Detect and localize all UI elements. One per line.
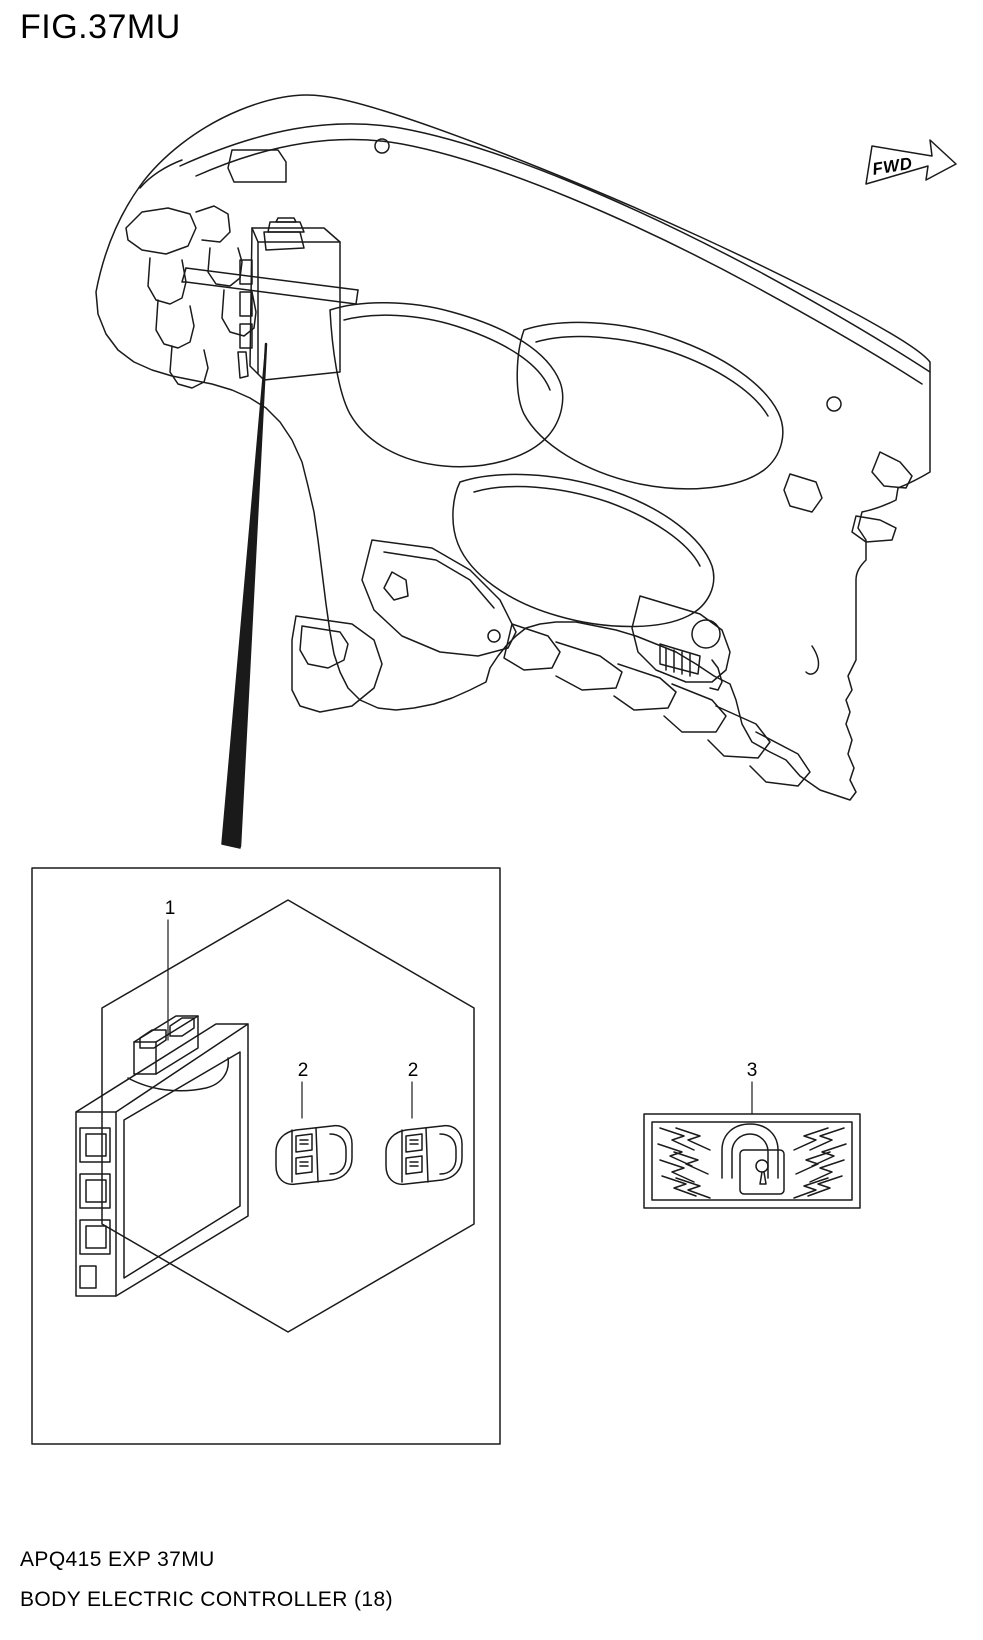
callout-number-3: 3 [746,1060,758,1081]
callout-number-2b: 2 [407,1060,419,1081]
callout-number-1: 1 [164,898,176,919]
fwd-direction-label: FWD [871,153,914,179]
callout-number-2a: 2 [297,1060,309,1081]
figure-title: FIG.37MU [20,8,181,46]
remote-key-fob-right [386,1082,462,1184]
remote-key-fob-left [276,1082,352,1184]
leader-line [222,344,266,848]
instrument-panel-assembly [96,95,930,800]
footer-part-code: APQ415 EXP 37MU [20,1548,215,1571]
antenna-lock-label [644,1082,860,1208]
footer-description: BODY ELECTRIC CONTROLLER (18) [20,1588,393,1611]
